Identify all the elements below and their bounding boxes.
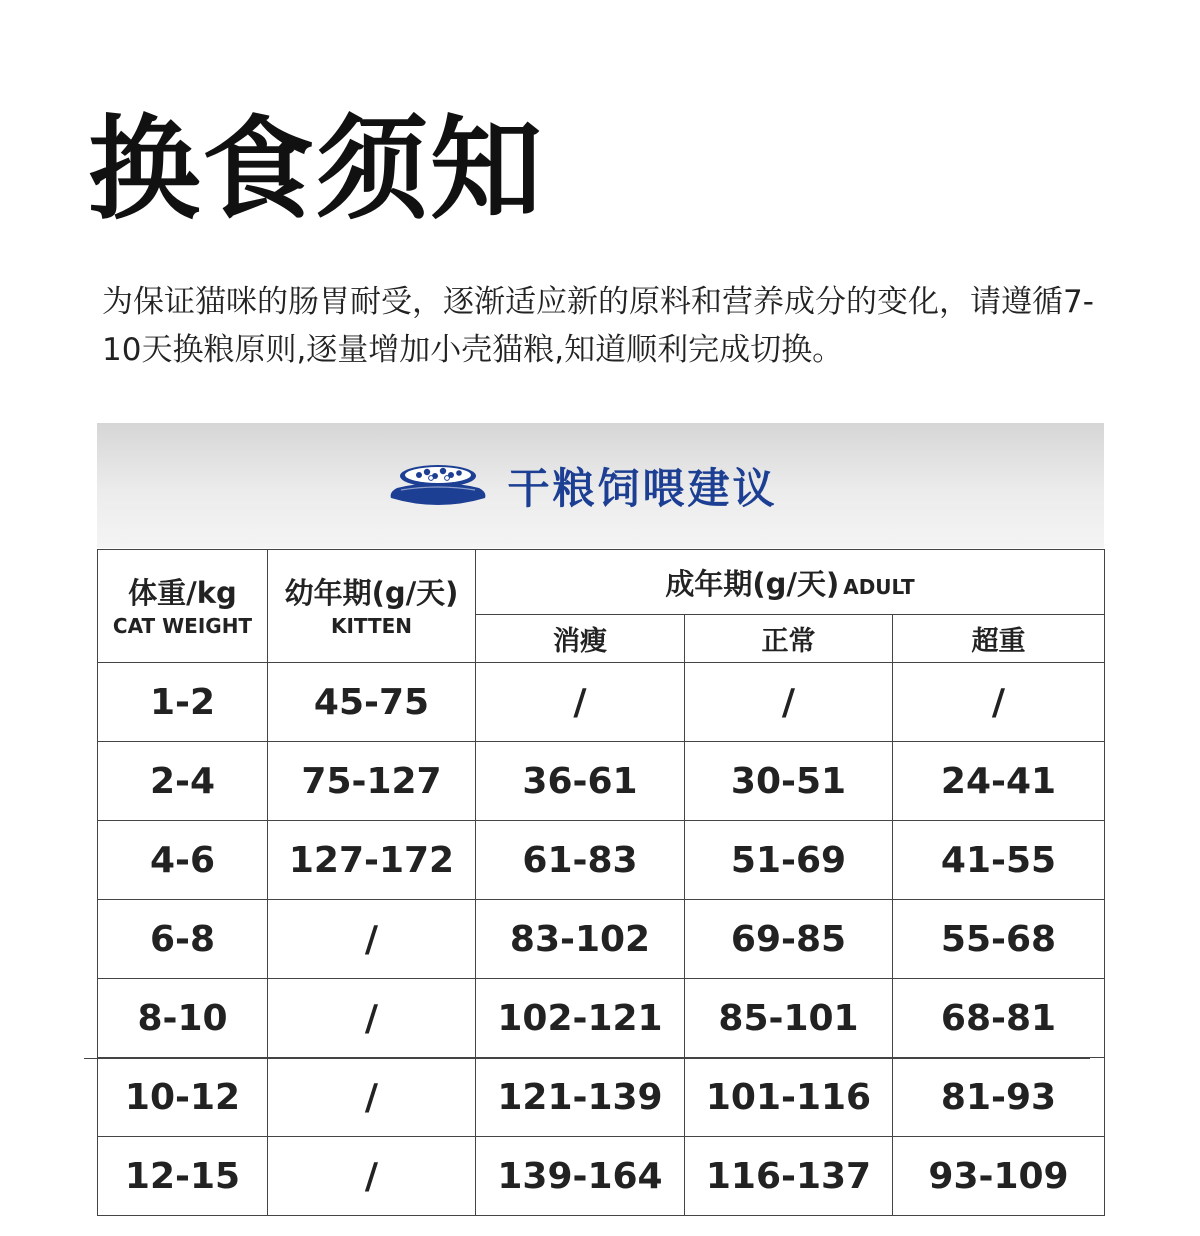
header-kitten-cn: 幼年期(g/天) [284, 576, 459, 610]
table-row [98, 1137, 1105, 1216]
cell-normal: / [685, 663, 893, 742]
cell-overweight: / [893, 663, 1105, 742]
cell-kitten: 75-127 [268, 742, 476, 821]
cell-kitten: / [268, 900, 476, 979]
cell-weight: 4-6 [98, 821, 268, 900]
cell-thin: 36-61 [476, 742, 685, 821]
cell-kitten: / [268, 979, 476, 1058]
table-row [98, 900, 1105, 979]
cell-kitten: / [268, 1058, 476, 1137]
table-row [98, 979, 1105, 1058]
cell-normal: 85-101 [685, 979, 893, 1058]
cell-overweight: 81-93 [893, 1058, 1105, 1137]
header-thin: 消瘦 [476, 615, 685, 663]
header-adult [476, 550, 1105, 615]
cell-kitten: / [268, 1137, 476, 1216]
cell-kitten: 127-172 [268, 821, 476, 900]
divider-line [84, 1058, 1090, 1059]
cell-weight: 10-12 [98, 1058, 268, 1137]
cell-thin: / [476, 663, 685, 742]
cell-normal: 116-137 [685, 1137, 893, 1216]
header-adult-en: ADULT [843, 574, 915, 599]
cell-normal: 101-116 [685, 1058, 893, 1137]
banner-content [383, 456, 777, 516]
cell-overweight: 41-55 [893, 821, 1105, 900]
table-row [98, 663, 1105, 742]
cell-overweight: 93-109 [893, 1137, 1105, 1216]
intro-paragraph: 为保证猫咪的肠胃耐受，逐渐适应新的原料和营养成分的变化，请遵循7-10天换粮原则,逐量增加小壳猫粮,知道顺利完成切换。 [102, 284, 1094, 368]
cell-weight: 12-15 [98, 1137, 268, 1216]
header-adult-cn: 成年期(g/天) [665, 566, 840, 601]
table-header-row [98, 550, 1105, 615]
table-row [98, 821, 1105, 900]
cell-weight: 6-8 [98, 900, 268, 979]
cell-normal: 51-69 [685, 821, 893, 900]
header-overweight: 超重 [893, 615, 1105, 663]
cell-thin: 121-139 [476, 1058, 685, 1137]
cell-overweight: 24-41 [893, 742, 1105, 821]
cell-weight: 8-10 [98, 979, 268, 1058]
feeding-banner [97, 423, 1104, 548]
cell-thin: 102-121 [476, 979, 685, 1058]
page-title: 换食须知 [88, 105, 544, 235]
cell-weight: 1-2 [98, 663, 268, 742]
cell-overweight: 55-68 [893, 900, 1105, 979]
table-row [98, 742, 1105, 821]
cell-thin: 83-102 [476, 900, 685, 979]
header-weight-cn: 体重/kg [128, 576, 237, 610]
header-kitten [268, 550, 476, 663]
header-weight-en: CAT WEIGHT [112, 614, 253, 638]
cell-weight: 2-4 [98, 742, 268, 821]
banner-title: 干粮饲喂建议 [507, 463, 778, 513]
table-row [98, 1058, 1105, 1137]
cell-overweight: 68-81 [893, 979, 1105, 1058]
header-kitten-en: KITTEN [330, 614, 413, 638]
feeding-table [97, 549, 1105, 1216]
food-bowl-icon [383, 456, 493, 516]
header-normal: 正常 [685, 615, 893, 663]
header-weight [98, 550, 268, 663]
cell-normal: 69-85 [685, 900, 893, 979]
cell-kitten: 45-75 [268, 663, 476, 742]
cell-thin: 139-164 [476, 1137, 685, 1216]
cell-normal: 30-51 [685, 742, 893, 821]
cell-thin: 61-83 [476, 821, 685, 900]
